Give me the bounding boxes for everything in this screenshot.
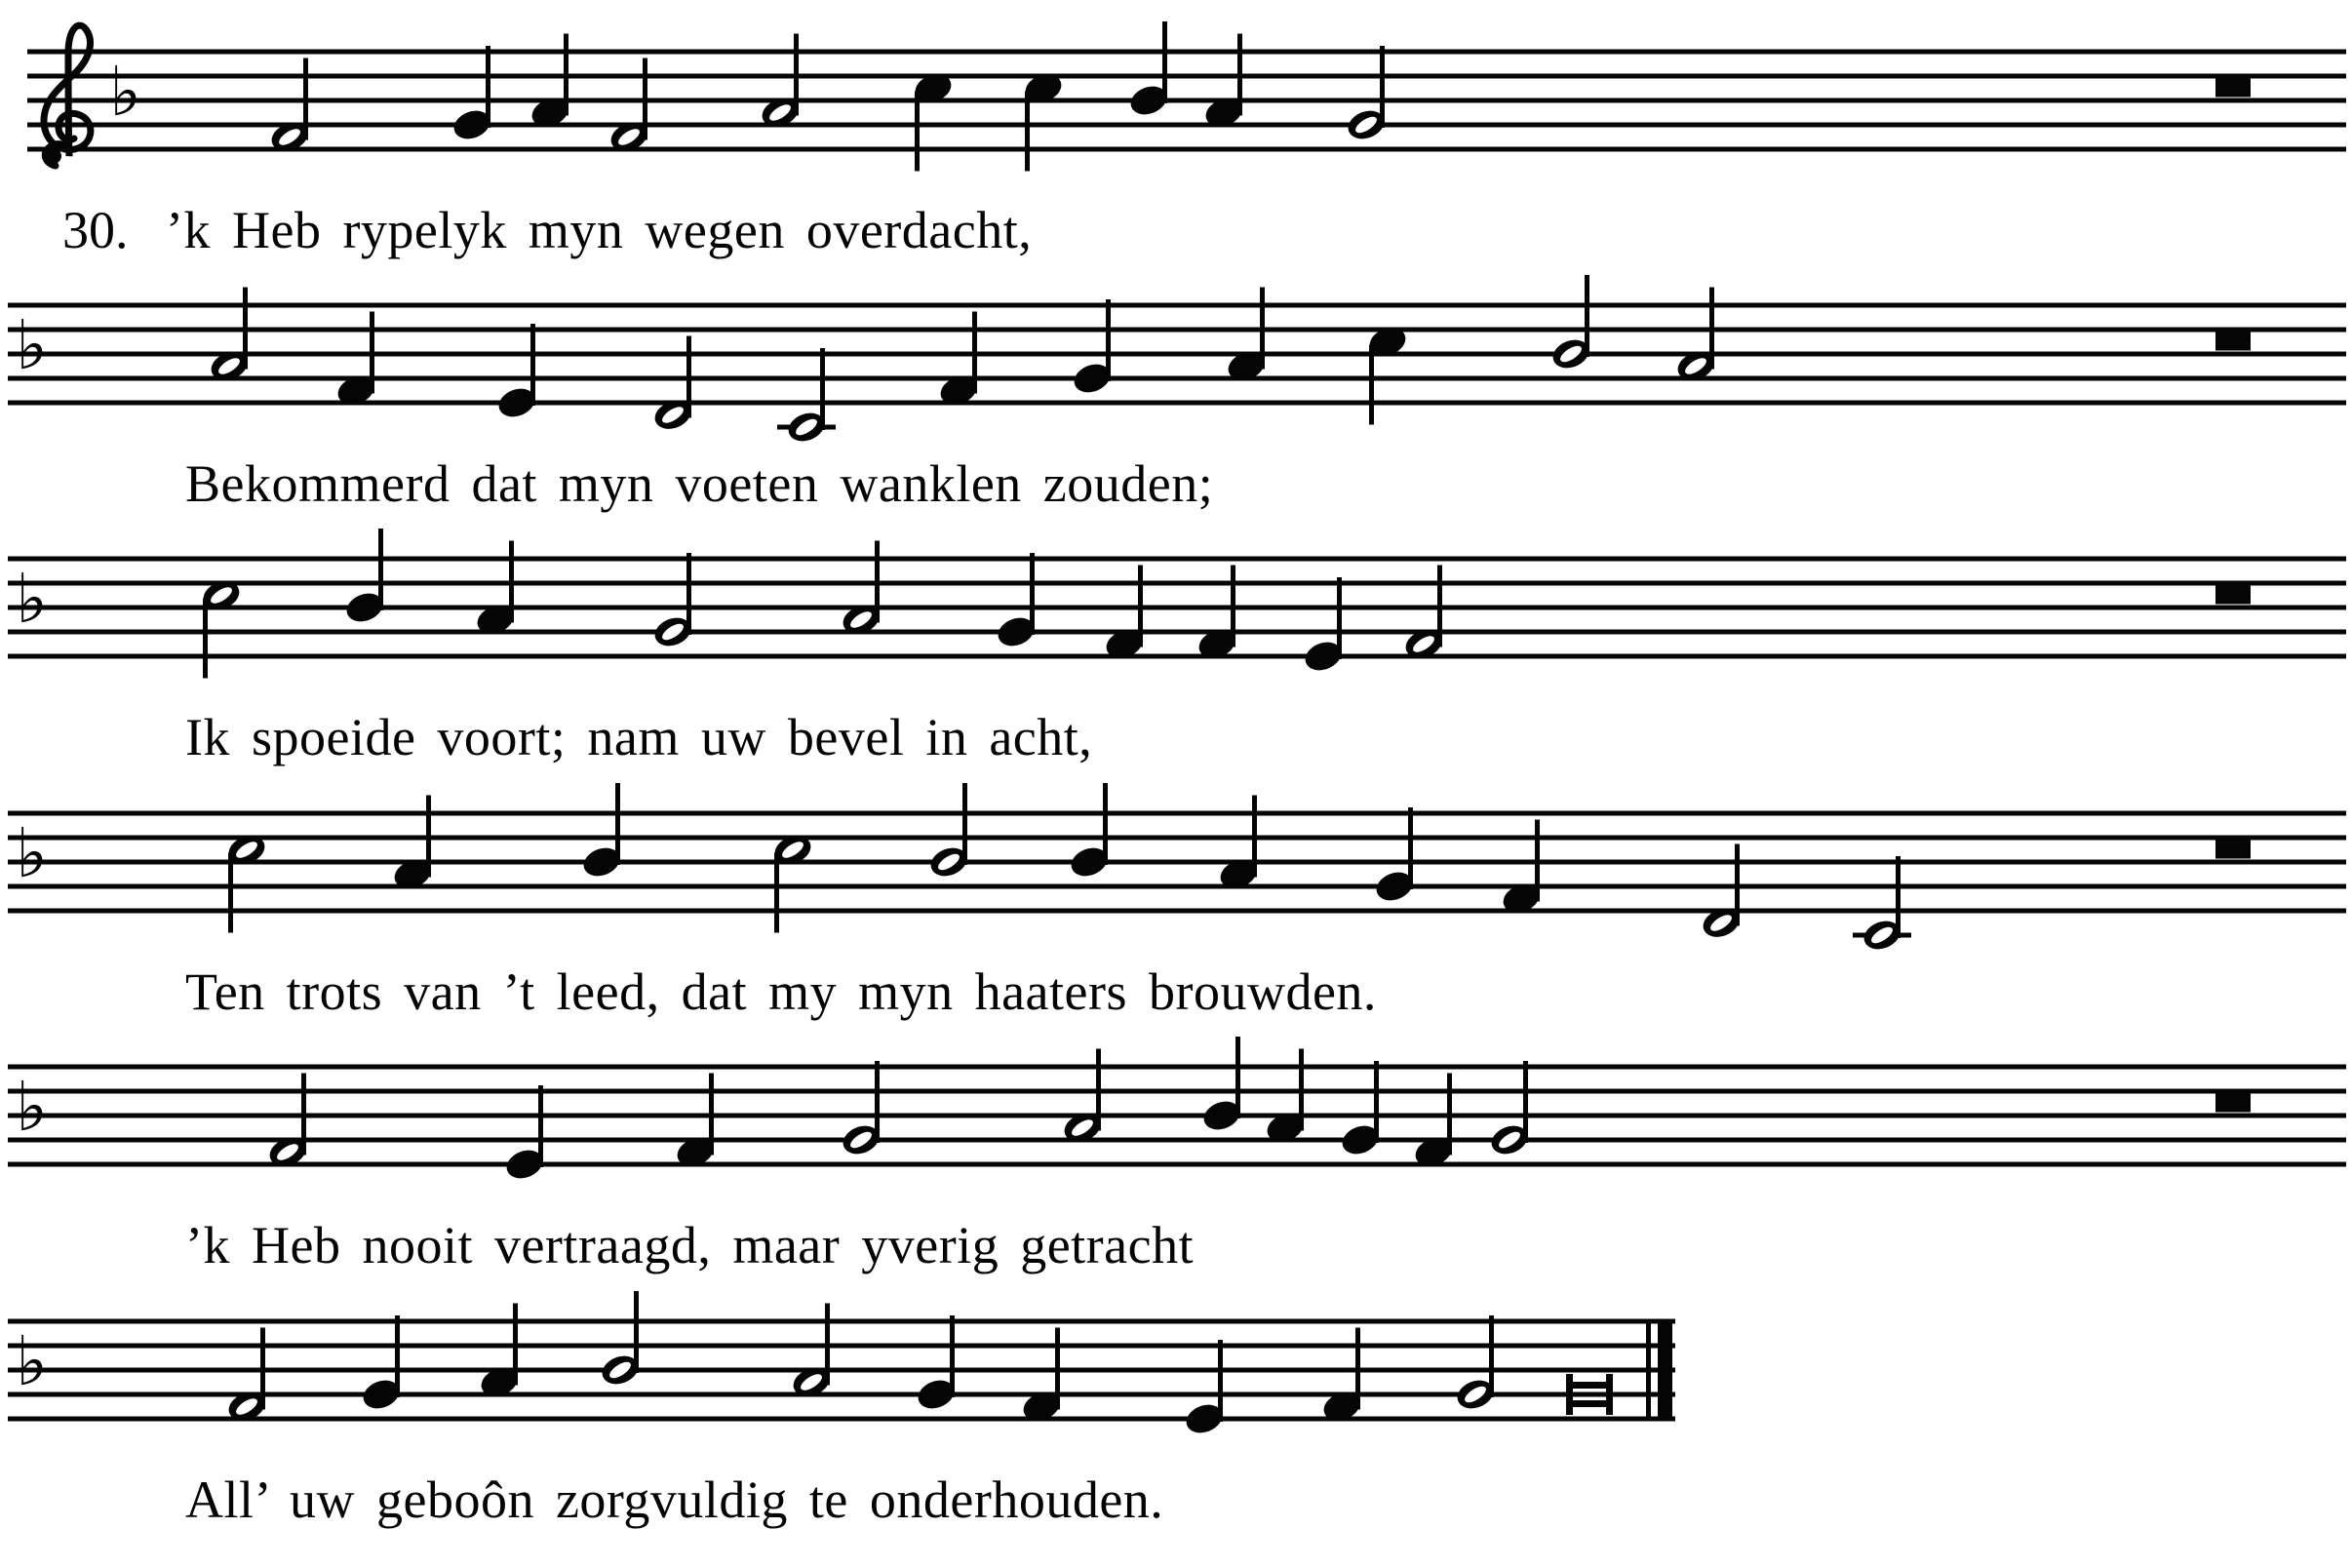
staff-line (27, 123, 2346, 128)
half-rest (2215, 79, 2251, 98)
note-G4-quarter (1338, 1061, 1382, 1158)
treble-clef-dot (46, 148, 61, 164)
staff-4 (8, 783, 2346, 954)
lyric-line-2: Bekommerd dat myn voeten wanklen zouden; (185, 454, 1214, 513)
note-Bb4-half (598, 1291, 642, 1389)
brevis-side (1566, 1374, 1573, 1415)
note-E4-quarter (1182, 1340, 1226, 1437)
note-G4-half (839, 1061, 882, 1158)
staff-3 (8, 529, 2346, 679)
staff-line (8, 581, 2346, 586)
note-A4-half (839, 541, 882, 639)
note-E4-quarter (494, 324, 538, 421)
brevis-top (1566, 1382, 1613, 1389)
lyric-line-3: Ik spoeide voort; nam uw bevel in acht, (185, 708, 1093, 766)
note-A4-half (1060, 1049, 1104, 1147)
note-C5-quarter (1365, 323, 1409, 424)
note-Bb4-quarter (1126, 21, 1170, 119)
note-F4-half (607, 59, 650, 156)
note-stem (774, 853, 779, 933)
note-Bb4-quarter (1199, 1037, 1243, 1134)
note-A4-quarter (1216, 796, 1260, 893)
final-barline-thick (1658, 1319, 1672, 1422)
staff-system-2 (0, 261, 2352, 486)
note-G4-half (1453, 1315, 1497, 1413)
flat-sign-icon: ♭ (16, 1067, 49, 1147)
note-G4-half (1344, 46, 1388, 143)
note-stem (1025, 92, 1030, 172)
staff-line (8, 860, 2346, 865)
staff-line (8, 1344, 1675, 1349)
note-G4-quarter (359, 1315, 403, 1413)
flat-sign-icon: ♭ (109, 52, 142, 132)
staff-line (8, 909, 2346, 914)
note-G4-half (1487, 1061, 1531, 1158)
verse-number: 30. (62, 201, 129, 259)
note-F4-half (1401, 566, 1445, 663)
note-F4-quarter (1499, 820, 1543, 918)
flat-sign-icon: ♭ (16, 305, 49, 385)
note-Bb4-half (1548, 275, 1592, 372)
staff-line (8, 884, 2346, 889)
staff-line (27, 74, 2346, 79)
half-rest (2215, 1094, 2251, 1113)
note-G4-quarter (1070, 299, 1114, 397)
note-F4-half (224, 1328, 268, 1426)
note-A4-half (207, 288, 251, 385)
note-F4-quarter (333, 312, 377, 410)
note-Bb4-quarter (1067, 783, 1111, 881)
note-F4-quarter (1102, 566, 1146, 663)
treble-clef-icon (44, 25, 91, 166)
note-C4-half (777, 348, 836, 446)
staff-5 (8, 1037, 2346, 1183)
staff-line (8, 557, 2346, 562)
note-A4-quarter (473, 541, 517, 639)
staff-line (8, 1162, 2346, 1167)
note-F4-quarter (1411, 1074, 1455, 1171)
note-G4-quarter (1372, 807, 1416, 905)
staff-line (8, 352, 2346, 357)
note-A4-quarter (528, 34, 571, 132)
note-F4-quarter (1019, 1328, 1063, 1426)
staff-line (8, 1089, 2346, 1094)
note-E4-quarter (502, 1085, 546, 1183)
note-A4-half (1673, 288, 1717, 385)
lyric-line-5: ’k Heb nooit vertraagd, maar yverig getracht (185, 1216, 1195, 1274)
staff-line (8, 630, 2346, 635)
note-D4-half (1699, 844, 1743, 942)
note-C4-half (1853, 856, 1911, 954)
note-Bb4-quarter (579, 783, 623, 881)
note-G4-quarter (914, 1315, 958, 1413)
half-rest (2215, 333, 2251, 351)
note-A4-quarter (1224, 288, 1268, 385)
staff-2 (8, 275, 2346, 446)
lyric-line-4: Ten trots van ’t leed, dat my myn haaters brouwden. (185, 962, 1377, 1021)
lyric-line-1: ’k Heb rypelyk myn wegen overdacht, (166, 201, 1033, 259)
note-D4-half (650, 336, 694, 434)
staff-line (8, 1368, 1675, 1373)
half-rest (2215, 841, 2251, 859)
note-A4-half (789, 1304, 833, 1401)
note-C5-quarter (1021, 69, 1065, 171)
note-A4-half (758, 34, 802, 132)
staff-system-1 (0, 8, 2352, 232)
note-G4-half (650, 553, 694, 650)
flat-sign-icon: ♭ (16, 559, 49, 639)
brevis-bottom (1566, 1400, 1613, 1407)
staff-line (8, 836, 2346, 841)
note-F4-half (265, 1074, 309, 1171)
note-F4-quarter (1195, 566, 1238, 663)
staff-system-4 (0, 769, 2352, 994)
note-F4-quarter (936, 312, 980, 410)
staff-line (8, 328, 2346, 333)
staff-1 (27, 21, 2346, 172)
note-A4-quarter (1263, 1049, 1307, 1147)
note-Bb4-quarter (342, 529, 386, 626)
note-stem (915, 92, 920, 172)
staff-line (8, 654, 2346, 659)
staff-line (27, 50, 2346, 55)
note-C5-quarter (911, 69, 955, 171)
flat-sign-icon: ♭ (16, 813, 49, 893)
note-A4-quarter (477, 1304, 521, 1401)
staff-line (27, 98, 2346, 103)
staff-line (8, 1065, 2346, 1070)
note-stem (228, 853, 233, 933)
note-C5-half (199, 576, 243, 678)
staff-line (8, 303, 2346, 308)
final-barline-thin (1646, 1319, 1651, 1422)
note-E4-quarter (1301, 577, 1345, 675)
staff-line (8, 811, 2346, 816)
note-stem (1369, 345, 1374, 425)
staff-line (27, 147, 2346, 152)
note-F4-half (267, 59, 311, 156)
note-stem (203, 599, 208, 679)
brevis-side (1606, 1374, 1613, 1415)
note-A4-quarter (1201, 34, 1245, 132)
staff-line (8, 1114, 2346, 1118)
staff-line (8, 1319, 1675, 1324)
staff-system-3 (0, 515, 2352, 739)
staff-system-6 (0, 1277, 2352, 1502)
note-G4-quarter (994, 553, 1038, 650)
note-C5-half (224, 831, 268, 932)
note-F4-quarter (673, 1074, 717, 1171)
flat-sign-icon: ♭ (16, 1321, 49, 1401)
staff-line (8, 1417, 1675, 1422)
half-rest (2215, 586, 2251, 605)
note-F4-quarter (1319, 1328, 1363, 1426)
note-C5-half (770, 831, 814, 932)
note-A4-quarter (390, 796, 434, 893)
note-Bb4-half (926, 783, 970, 881)
lyric-line-6: All’ uw geboôn zorgvuldig te onderhouden. (185, 1470, 1164, 1529)
note-G4-quarter (450, 46, 493, 143)
staff-line (8, 1138, 2346, 1143)
staff-system-5 (0, 1023, 2352, 1247)
treble-clef-stroke (44, 25, 91, 166)
staff-6 (8, 1291, 1675, 1437)
